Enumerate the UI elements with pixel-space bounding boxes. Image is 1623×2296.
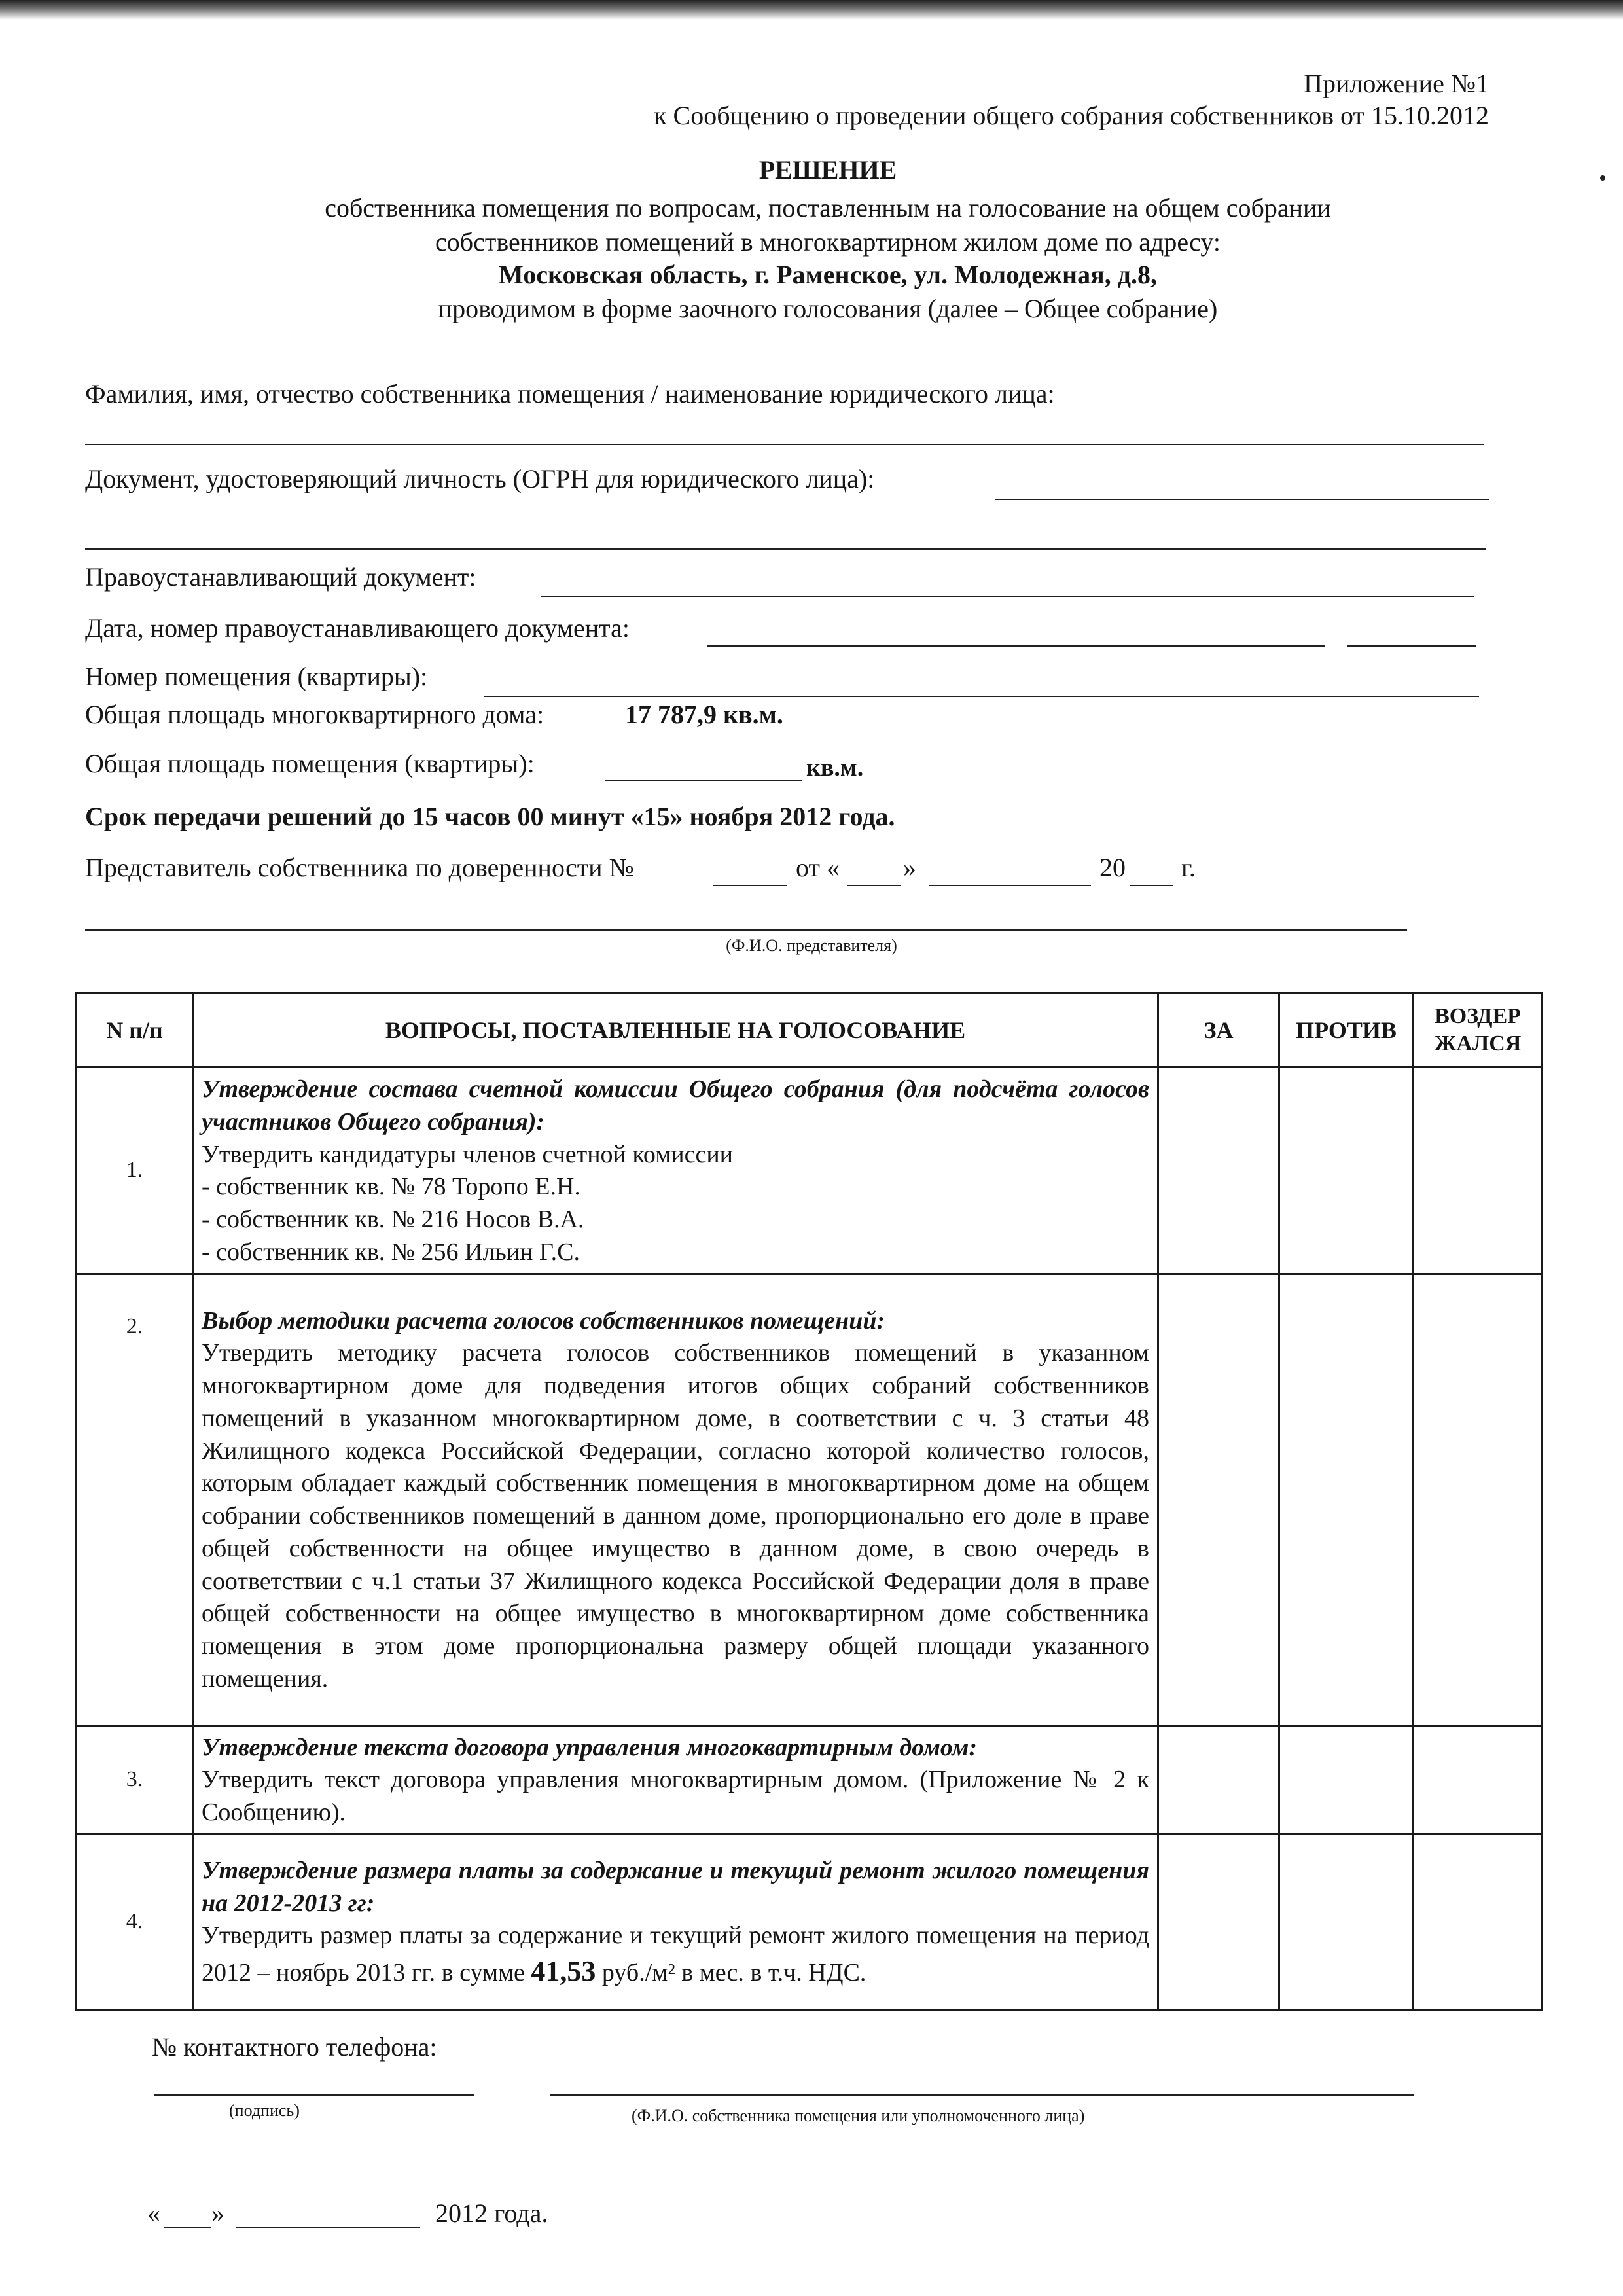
building-area-label: Общая площадь многоквартирного дома: [85,700,544,729]
vote-for-cell[interactable] [1158,1834,1279,2009]
vote-abstain-cell[interactable] [1414,1725,1543,1834]
proxy-year-prefix: 20 [1099,853,1126,882]
proxy-label: Представитель собственника по доверенности № [85,853,634,882]
date-month-field[interactable] [236,2227,420,2228]
header-for: ЗА [1158,994,1279,1067]
question-cell [193,1067,1158,1274]
title-line-4: проводимом в форме заочного голосования (далее – Общее собрание) [438,294,1218,323]
vote-against-cell[interactable] [1279,1274,1414,1725]
proxy-name-caption: (Ф.И.О. представителя) [726,936,897,955]
question-title: Выбор методики расчета голосов собственников помещений: [202,1306,885,1335]
date-day-field[interactable] [164,2227,211,2228]
question-title: Утверждение размера платы за содержание и текущий ремонт жилого помещения на 2012-2013 гг: [202,1856,1149,1917]
question-title: Утверждение состава счетной комиссии Общего собрания (для подсчёта голосов участников Общего собрания): [202,1075,1149,1136]
vote-against-cell[interactable] [1279,1067,1414,1274]
table-row [77,1834,1543,2009]
owner-name-signature-field[interactable] [550,2094,1414,2096]
identity-document-field[interactable] [995,499,1489,500]
signature-caption: (подпись) [229,2101,300,2120]
apartment-number-label: Номер помещения (квартиры): [85,662,428,691]
vote-against-cell[interactable] [1279,1725,1414,1834]
header-abstain [1414,994,1543,1067]
vote-abstain-cell[interactable] [1414,1834,1543,2009]
building-area-value: 17 787,9 кв.м. [625,700,783,729]
document-heading: РЕШЕНИЕ [758,155,897,185]
owner-name-caption: (Ф.И.О. собственника помещения или уполномоченного лица) [632,2106,1085,2125]
vote-for-cell[interactable] [1158,1067,1279,1274]
owner-name-field[interactable] [85,444,1484,445]
title-document-number-field[interactable] [1347,645,1476,647]
proxy-number-field[interactable] [713,885,787,886]
question-cell [193,1834,1158,2009]
date-year: 2012 года. [435,2198,548,2228]
vote-for-cell[interactable] [1158,1274,1279,1725]
vote-against-cell[interactable] [1279,1834,1414,2009]
table-row [77,1067,1543,1274]
title-document-date-label: Дата, номер правоустанавливающего документа: [85,613,630,643]
proxy-day-field[interactable] [847,885,901,886]
fee-amount: 41,53 [531,1955,596,1988]
scan-edge-shadow [0,0,1623,20]
identity-document-label: Документ, удостоверяющий личность (ОГРН для юридического лица): [85,464,875,493]
date-close-quote: » [211,2198,224,2228]
apartment-area-label: Общая площадь помещения (квартиры): [85,749,535,778]
proxy-from-text: от « [796,853,840,882]
table-row [77,1725,1543,1834]
row-number: 3. [77,1725,193,1834]
owner-name-label: Фамилия, имя, отчество собственника помещения / наименование юридического лица: [85,379,1055,408]
row-number: 4. [77,1834,193,2009]
vote-abstain-cell[interactable] [1414,1067,1543,1274]
vote-abstain-cell[interactable] [1414,1274,1543,1725]
vote-for-cell[interactable] [1158,1725,1279,1834]
apartment-number-field[interactable] [484,696,1479,697]
signature-field[interactable] [154,2094,474,2096]
phone-label: № контактного телефона: [152,2032,437,2062]
question-cell [193,1725,1158,1834]
header-number: N п/п [77,994,193,1067]
title-document-field[interactable] [541,596,1474,597]
question-text: Утвердить методику расчета голосов собственников помещений в указанном многоквартирном доме для подведения итогов общих собраний собственников помещений в указанном многоквартирном доме, в соответствии с ч. 3 статьи 48 Жилищного кодекса Российской Федерации, согласно которой количество голосов, которым обладает каждый собственник помещения в многоквартирном доме на общем собрании собственников помещений в данном доме, пропорционально его доле в праве общей собственности на общее имущество в данном доме, в свою очередь в соответствии с ч.1 статьи 37 Жилищного кодекса Российской Федерации доля в праве общей собственности на общее имущество в многоквартирном доме собственника помещения в этом доме пропорциональна размеру общей площади указанного помещения. [202,1339,1149,1693]
apartment-area-unit: кв.м. [806,754,864,781]
proxy-month-field[interactable] [929,885,1091,886]
proxy-year-field[interactable] [1130,885,1173,886]
row-number: 1. [77,1067,193,1274]
header-abstain-line-2: ЖАЛСЯ [1434,1031,1522,1056]
appendix-subtitle: к Сообщению о проведении общего собрания собственников от 15.10.2012 [654,101,1489,130]
appendix-title: Приложение №1 [1304,69,1489,98]
question-title: Утверждение текста договора управления многоквартирным домом: [202,1733,978,1761]
question-text-end: руб./м² в мес. в т.ч. НДС. [596,1959,866,1987]
table-header-row [77,994,1543,1067]
title-document-date-field[interactable] [707,645,1325,647]
proxy-name-field[interactable] [85,929,1407,931]
question-text: Утвердить кандидатуры членов счетной комиссии [202,1140,733,1168]
date-open-quote: « [147,2198,160,2228]
row-number: 2. [77,1274,193,1725]
title-line-1: собственника помещения по вопросам, поставленным на голосование на общем собрании [325,193,1331,223]
header-against: ПРОТИВ [1279,994,1414,1067]
proxy-quote-close: » [903,853,916,882]
candidate-item: - собственник кв. № 216 Носов В.А. [202,1206,584,1234]
candidate-item: - собственник кв. № 78 Торопо Е.Н. [202,1173,580,1201]
title-document-label: Правоустанавливающий документ: [85,562,476,592]
question-text-start: Утвердить размер платы за содержание и текущий ремонт жилого помещения на период 2012 – ноябрь 2013 гг. в сумме [202,1922,1149,1987]
title-line-2: собственников помещений в многоквартирном жилом доме по адресу: [435,227,1221,257]
header-abstain-line-1: ВОЗДЕР [1435,1003,1521,1028]
candidate-item: - собственник кв. № 256 Ильин Г.С. [202,1238,580,1266]
address-line: Московская область, г. Раменское, ул. Молодежная, д.8, [499,260,1157,289]
question-text [202,1920,1149,1990]
question-cell [193,1274,1158,1725]
deadline-notice: Срок передачи решений до 15 часов 00 минут «15» ноября 2012 года. [85,802,895,831]
question-text: Утвердить текст договора управления многоквартирным домом. (Приложение № 2 к Сообщению). [202,1766,1149,1827]
apartment-area-field[interactable] [605,780,802,781]
proxy-year-suffix: г. [1181,853,1196,882]
voting-table [75,992,1543,2011]
identity-document-field-line-2[interactable] [85,548,1486,550]
header-questions: ВОПРОСЫ, ПОСТАВЛЕННЫЕ НА ГОЛОСОВАНИЕ [193,994,1158,1067]
table-row [77,1274,1543,1725]
